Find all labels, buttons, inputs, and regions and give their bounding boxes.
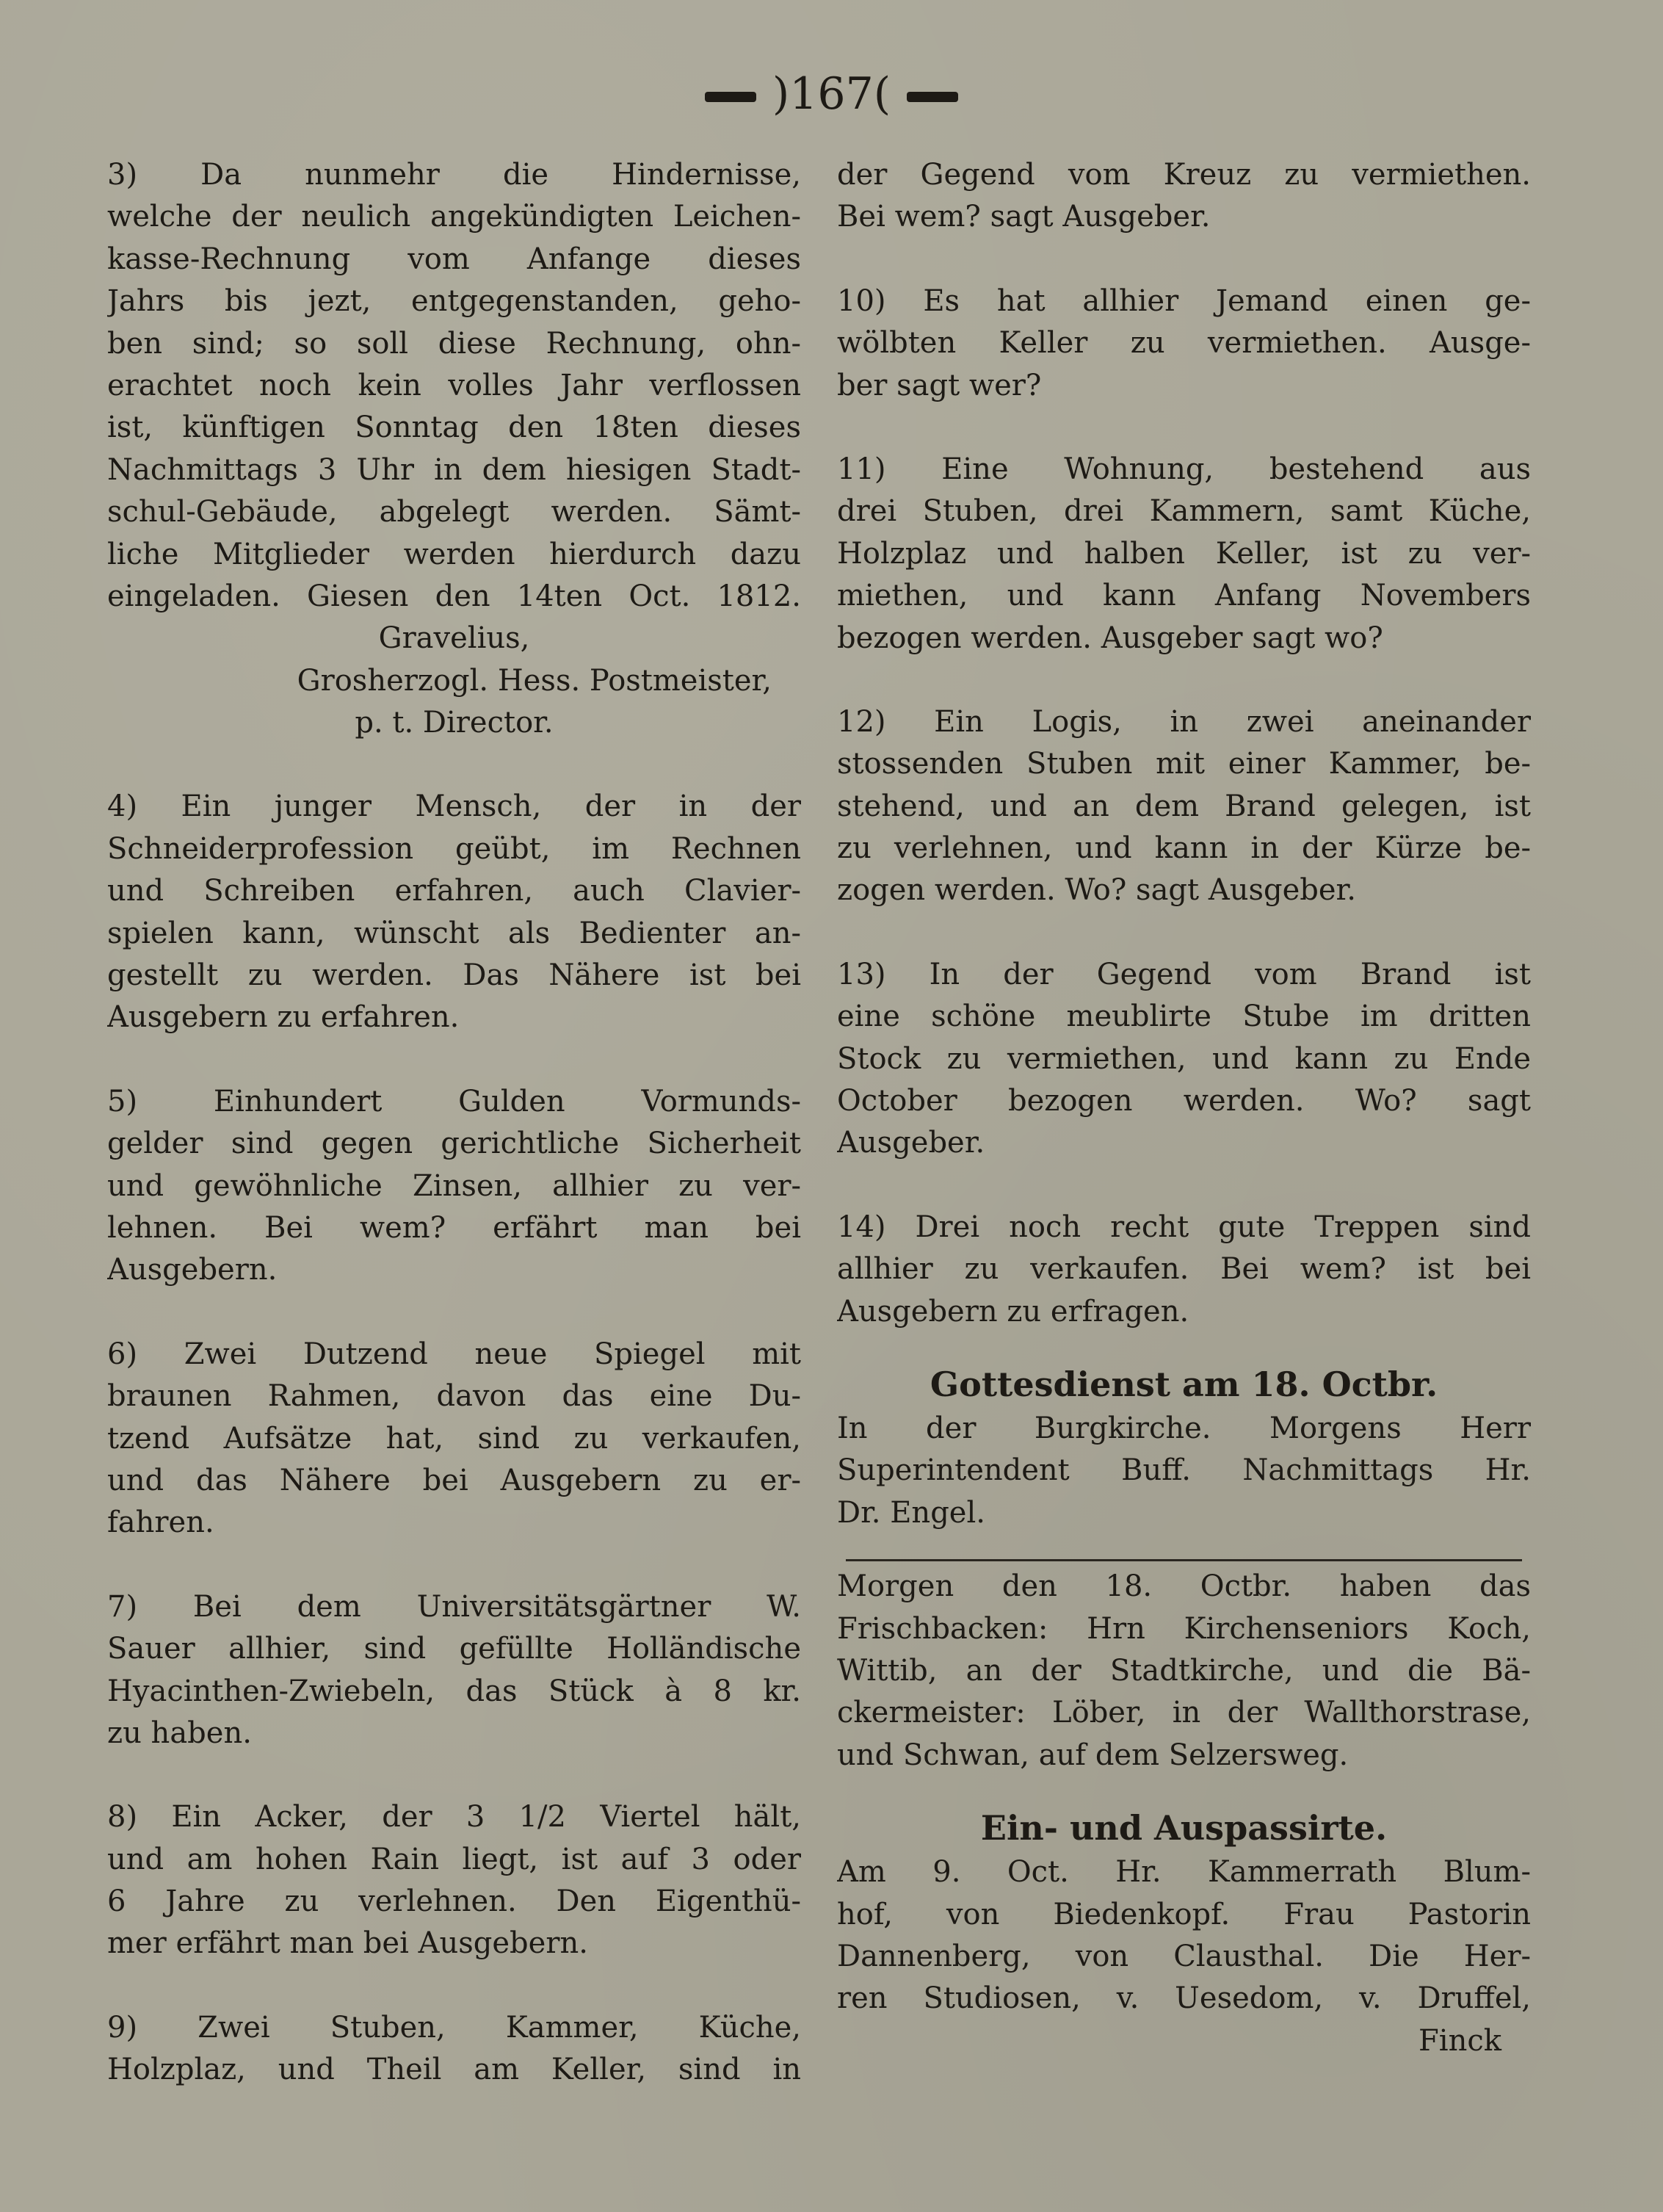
- section-heading: Ein- und Auspassirte.: [980, 1808, 1388, 1848]
- header-dash-right: [907, 92, 958, 102]
- text-line: gestellt zu werden. Das Nähere ist bei: [107, 958, 801, 993]
- text-line: erachtet noch kein volles Jahr verflossen: [107, 368, 801, 402]
- text-line: ber sagt wer?: [837, 368, 1042, 402]
- text-line: Schneiderprofession geübt, im Rechnen: [107, 831, 801, 866]
- text-line: 4) Ein junger Mensch, der in der: [107, 789, 801, 824]
- text-line: zogen werden. Wo? sagt Ausgeber.: [837, 873, 1356, 908]
- text-line: Sauer allhier, sind gefüllte Holländische: [107, 1632, 801, 1666]
- paragraph-spacer: [837, 912, 1531, 954]
- page-number-bracket-left: ): [772, 68, 790, 120]
- section-heading: Gottesdienst am 18. Octbr.: [930, 1364, 1438, 1404]
- text-line: bezogen werden. Ausgeber sagt wo?: [837, 621, 1383, 655]
- text-line: ckermeister: Löber, in der Wallthorstrase,: [837, 1696, 1531, 1730]
- paragraph-spacer: [837, 659, 1531, 701]
- text-line: und Schwan, auf dem Selzersweg.: [837, 1738, 1349, 1772]
- text-line: und Schreiben erfahren, auch Clavier-: [107, 874, 801, 908]
- text-line: Am 9. Oct. Hr. Kammerrath Blum-: [837, 1855, 1531, 1890]
- page-number-bracket-right: (: [873, 68, 891, 120]
- text-line: gelder sind gegen gerichtliche Sicherheit: [107, 1127, 801, 1161]
- text-line: October bezogen werden. Wo? sagt: [837, 1084, 1531, 1118]
- text-line: 6) Zwei Dutzend neue Spiegel mit: [107, 1337, 801, 1371]
- text-line: Ausgeber.: [837, 1126, 985, 1160]
- text-line: miethen, und kann Anfang Novembers: [837, 579, 1531, 613]
- text-line: Holzplaz und halben Keller, ist zu ver-: [837, 536, 1531, 571]
- text-line: Ausgebern.: [107, 1253, 278, 1287]
- text-line: Grosherzogl. Hess. Postmeister,: [297, 663, 772, 698]
- text-line: und gewöhnliche Zinsen, allhier zu ver-: [107, 1168, 801, 1203]
- paragraph-spacer: [837, 1777, 1531, 1804]
- text-line: Gravelius,: [378, 621, 530, 656]
- text-line: 6 Jahre zu verlehnen. Den Eigenthü-: [107, 1884, 801, 1919]
- text-line: Dr. Engel.: [837, 1495, 985, 1530]
- text-line: kasse-Rechnung vom Anfange dieses: [107, 242, 801, 276]
- left-column: [107, 154, 801, 2092]
- text-line: Wittib, an der Stadtkirche, und die Bä-: [837, 1653, 1531, 1688]
- text-line: schul-Gebäude, abgelegt werden. Sämt-: [107, 495, 801, 529]
- text-line: mer erfährt man bei Ausgebern.: [107, 1926, 588, 1961]
- text-line: eine schöne meublirte Stube im dritten: [837, 1000, 1531, 1034]
- text-line: drei Stuben, drei Kammern, samt Küche,: [837, 494, 1531, 529]
- paragraph-spacer: [107, 744, 801, 786]
- paragraph-spacer: [107, 1544, 801, 1586]
- text-line: 3) Da nunmehr die Hindernisse,: [107, 158, 801, 192]
- text-line: Frischbacken: Hrn Kirchenseniors Koch,: [837, 1611, 1531, 1646]
- text-line: ren Studiosen, v. Uesedom, v. Druffel,: [837, 1981, 1531, 2016]
- header-dash-left: [705, 92, 756, 102]
- text-line: Hyacinthen-Zwiebeln, das Stück à 8 kr.: [107, 1674, 801, 1708]
- text-line: Ausgebern zu erfragen.: [837, 1294, 1189, 1329]
- text-line: lehnen. Bei wem? erfährt man bei: [107, 1210, 801, 1245]
- paragraph-spacer: [107, 1754, 801, 1796]
- text-line: Superintendent Buff. Nachmittags Hr.: [837, 1453, 1531, 1488]
- text-line: Stock zu vermiethen, und kann zu Ende: [837, 1041, 1531, 1076]
- text-line: wölbten Keller zu vermiethen. Ausge-: [837, 326, 1531, 361]
- text-line: 11) Eine Wohnung, bestehend aus: [837, 452, 1531, 486]
- paragraph-spacer: [107, 1292, 801, 1334]
- text-line: stehend, und an dem Brand gelegen, ist: [837, 789, 1531, 823]
- text-line: tzend Aufsätze hat, sind zu verkaufen,: [107, 1421, 801, 1456]
- paragraph-spacer: [837, 239, 1531, 281]
- text-line: p. t. Director.: [355, 706, 554, 740]
- text-line: Finck: [1419, 2023, 1501, 2058]
- text-line: allhier zu verkaufen. Bei wem? ist bei: [837, 1252, 1531, 1287]
- text-line: welche der neulich angekündigten Leichen-: [107, 200, 801, 234]
- text-line: ist, künftigen Sonntag den 18ten dieses: [107, 411, 801, 445]
- section-divider: [846, 1559, 1522, 1561]
- paragraph-spacer: [107, 1965, 801, 2007]
- text-line: 9) Zwei Stuben, Kammer, Küche,: [107, 2010, 801, 2045]
- text-line: braunen Rahmen, davon das eine Du-: [107, 1379, 801, 1414]
- text-line: 13) In der Gegend vom Brand ist: [837, 957, 1531, 991]
- text-line: und das Nähere bei Ausgebern zu er-: [107, 1463, 801, 1497]
- text-line: Jahrs bis jezt, entgegenstanden, geho-: [107, 284, 801, 319]
- text-line: In der Burgkirche. Morgens Herr: [837, 1411, 1531, 1445]
- text-line: 14) Drei noch recht gute Treppen sind: [837, 1210, 1531, 1244]
- page-header: [0, 65, 1663, 123]
- text-line: eingeladen. Giesen den 14ten Oct. 1812.: [107, 579, 801, 613]
- paragraph-spacer: [837, 1333, 1531, 1361]
- text-line: Ausgebern zu erfahren.: [107, 1000, 460, 1035]
- text-line: Nachmittags 3 Uhr in dem hiesigen Stadt-: [107, 452, 801, 487]
- text-line: spielen kann, wünscht als Bedienter an-: [107, 916, 801, 950]
- text-line: 7) Bei dem Universitätsgärtner W.: [107, 1589, 801, 1624]
- text-line: 12) Ein Logis, in zwei aneinander: [837, 704, 1531, 739]
- text-line: Morgen den 18. Octbr. haben das: [837, 1569, 1531, 1604]
- text-line: der Gegend vom Kreuz zu vermiethen.: [837, 158, 1531, 192]
- paragraph-spacer: [107, 1039, 801, 1081]
- text-line: hof, von Biedenkopf. Frau Pastorin: [837, 1897, 1531, 1931]
- text-line: 5) Einhundert Gulden Vormunds-: [107, 1084, 801, 1118]
- paragraph-spacer: [837, 407, 1531, 449]
- page-number: 167: [789, 68, 874, 120]
- text-line: zu haben.: [107, 1716, 252, 1750]
- text-line: 8) Ein Acker, der 3 1/2 Viertel hält,: [107, 1800, 801, 1835]
- text-line: 10) Es hat allhier Jemand einen ge-: [837, 283, 1531, 318]
- text-line: Holzplaz, und Theil am Keller, sind in: [107, 2053, 801, 2087]
- text-line: fahren.: [107, 1506, 214, 1540]
- text-line: Bei wem? sagt Ausgeber.: [837, 200, 1211, 234]
- paragraph-spacer: [837, 1165, 1531, 1207]
- text-line: und am hohen Rain liegt, ist auf 3 oder: [107, 1842, 801, 1876]
- right-column: [837, 154, 1531, 2062]
- text-line: Dannenberg, von Clausthal. Die Her-: [837, 1939, 1531, 1973]
- text-line: ben sind; so soll diese Rechnung, ohn-: [107, 326, 801, 361]
- text-line: stossenden Stuben mit einer Kammer, be-: [837, 747, 1531, 781]
- text-line: zu verlehnen, und kann in der Kürze be-: [837, 831, 1531, 866]
- text-line: liche Mitglieder werden hierdurch dazu: [107, 537, 801, 571]
